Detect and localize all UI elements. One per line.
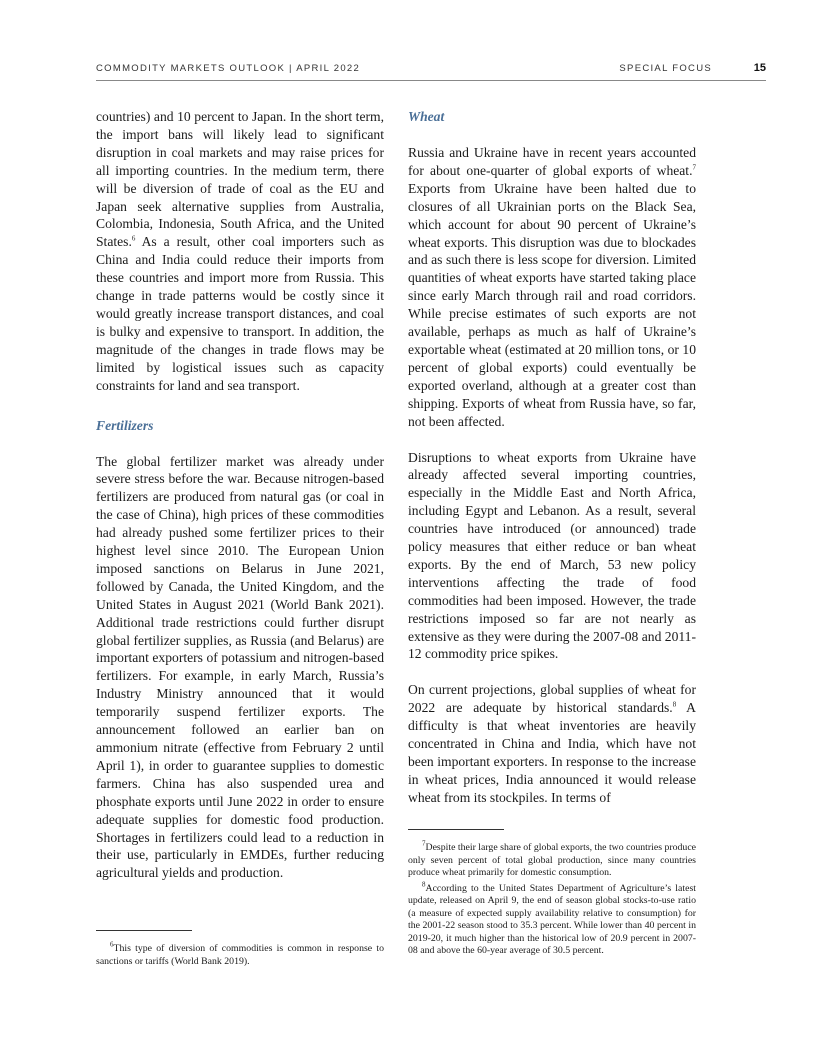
paragraph: [408, 144, 696, 431]
footnote-text: This type of diversion of commodities is common in response to sanctions or tariffs (World Bank 2019).: [96, 943, 384, 967]
section-subheading: Fertilizers: [96, 417, 154, 433]
footnote-text: According to the United States Department of Agriculture’s latest update, released on April 9, the end of season global stocks-to-use ratio (a measure of expected supply availability relative to consumption) for the 2001-22 season stood to 35.3 percent. While lower than 40 percent in 2019-20, it much higher than the historical low of 20.9 percent in 2007-08 and above the 60-year average of 30.5 percent.: [408, 882, 696, 956]
footnote-text: Despite their large share of global exports, the two countries produce only seven percent of total global production, since many countries produce wheat primarily for domestic consumption.: [408, 842, 697, 878]
footnote-number: 7: [422, 839, 426, 848]
paragraph-text: As a result, other coal importers such as China and India could reduce their imports from these countries and import more from Russia. This change in trade patterns would be costly since it would greatly increase transport distances, and coal is bulky and expensive to transport. In addition, the magnitude of the changes in trade flows may be limited by logistical issues such as capacity constraints for land and sea transport.: [96, 234, 384, 393]
paragraph-text: A difficulty is that wheat inventories are heavily concentrated in China and India, which have not been important exporters. In response to the increase in wheat prices, India announced it would release wheat from its stockpiles. In terms of: [408, 700, 696, 805]
footnotes-left: [96, 930, 384, 971]
paragraph: Disruptions to wheat exports from Ukraine have already affected several importing countries, especially in the Middle East and North Africa, including Egypt and Lebanon. As a result, several countries have introduced (or announced) trade policy measures that either reduce or ban wheat exports. By the end of March, 53 new policy interventions affecting the trade of food commodities had been imposed. However, the trade restrictions imposed so far are not nearly as extensive as they were during the 2007-08 and 2011-12 commodity price spikes.: [408, 449, 696, 662]
footnote-number: 6: [110, 940, 114, 949]
paragraph-text: countries) and 10 percent to Japan. In the short term, the import bans will likely lead to significant disruption in coal markets and may raise prices for all importing countries. In the medium term, there will be diversion of trade of coal as the EU and Japan seek alternative supplies from Australia, Colombia, Indonesia, South Africa, and the United States.: [96, 109, 384, 250]
paragraph: [408, 681, 696, 806]
footnote-rule: [408, 829, 504, 830]
publication-title: COMMODITY MARKETS OUTLOOK | APRIL 2022: [96, 63, 361, 74]
header-rule: [96, 80, 766, 81]
footnote-ref[interactable]: 7: [692, 163, 696, 172]
running-header: [96, 63, 766, 77]
footnote-ref[interactable]: 8: [672, 700, 677, 709]
footnote-8: [408, 880, 696, 958]
section-subheading: Wheat: [408, 109, 445, 124]
paragraph: [96, 108, 384, 395]
paragraph-text: Exports from Ukraine have been halted due to closures of all Ukrainian ports on the Black Sea, which account for about 90 percent of Ukraine’s wheat exports. This disruption was due to blockades and as such there is less scope for diversion. Limited quantities of wheat exports have started taking place since early March through rail and road corridors. While precise estimates of such exports are not available, perhaps as much as half of Ukraine’s exportable wheat (estimated at 20 million tons, or 10 percent of global exports) could eventually be exported overland, although at a greater cost than shipping. Exports of wheat from Russia have, so far, not been affected.: [408, 180, 696, 429]
paragraph-text: Russia and Ukraine have in recent years accounted for about one-quarter of global exports of wheat.: [408, 145, 696, 178]
footnote-ref[interactable]: 6: [131, 234, 136, 243]
paragraph-text: On current projections, global supplies of wheat for 2022 are adequate by historical standards.: [408, 682, 696, 716]
page-number: 15: [753, 62, 766, 74]
left-column: [96, 108, 384, 896]
footnotes-right: [408, 829, 696, 961]
footnote-number: 8: [422, 880, 426, 889]
paragraph: The global fertilizer market was already under severe stress before the war. Because nitrogen-based fertilizers are produced from natural gas (or coal in the case of China), high prices of these commodities had already pushed some fertilizer prices to their highest level since 2010. The European Union imposed sanctions on Belarus in June 2021, followed by Canada, the United Kingdom, and the United States in August 2021 (World Bank 2021). Additional trade restrictions could further disrupt global fertilizer supplies, as Russia (and Belarus) are important exporters of potassium and nitrogen-based fertilizers. For example, in early March, Russia’s Industry Ministry announced that it would temporarily suspend fertilizer exports. The announcement followed an earlier ban on ammonium nitrate (effective from February 2 until April 1), in order to guarantee supplies to domestic farmers. China has also suspended urea and phosphate exports until June 2022 in order to ensure adequate supplies for domestic food production. Shortages in fertilizers could lead to a reduction in their use, particularly in EMDEs, further reducing agricultural yields and production.: [96, 453, 384, 881]
right-column: [408, 108, 696, 821]
section-label: SPECIAL FOCUS: [619, 63, 712, 74]
footnote-7: [408, 839, 697, 880]
footnote-6: [96, 940, 384, 968]
footnote-rule: [96, 930, 192, 931]
